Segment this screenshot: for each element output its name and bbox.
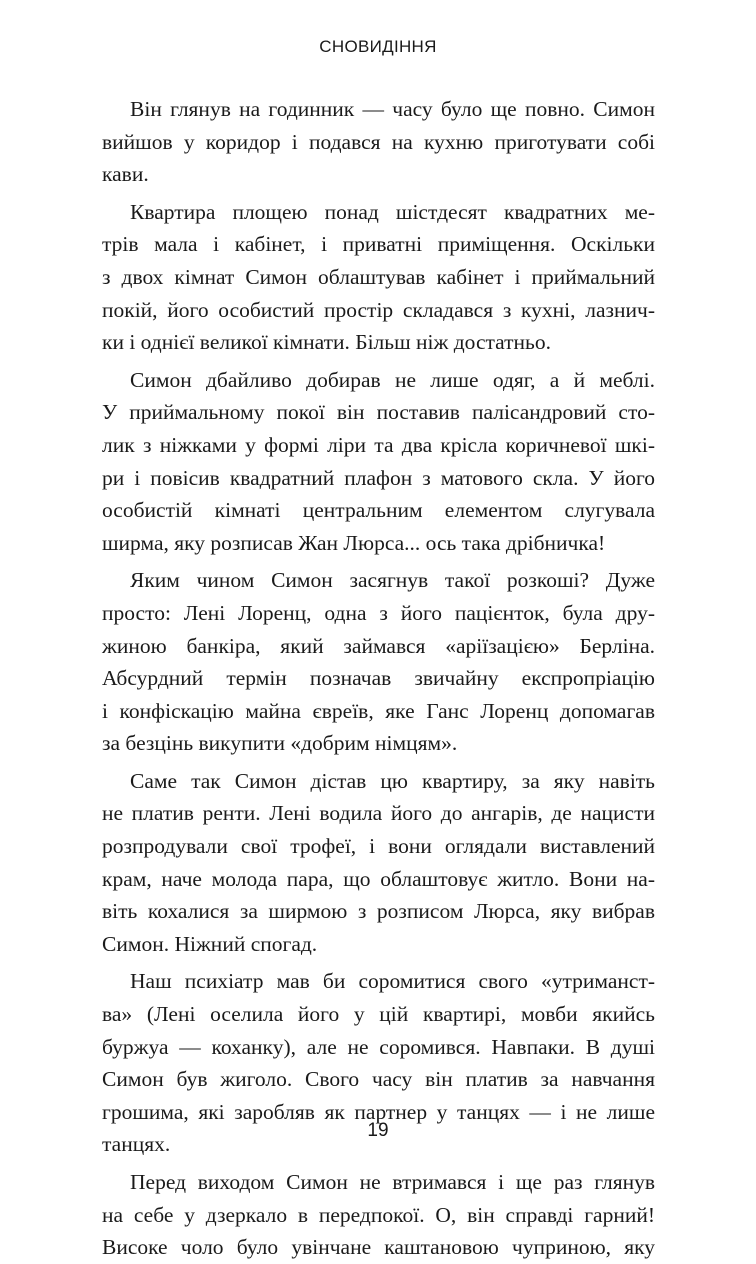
- text-line: Симон був жиголо. Свого часу він платив за навчання: [102, 1067, 655, 1092]
- text-line: ри і повісив квадратний плафон з матового скла. У його: [102, 465, 655, 490]
- text-line: Симон дбайливо добирав не лише одяг, а й меблі.: [130, 367, 655, 392]
- text-line: кави.: [102, 162, 149, 187]
- text-line: лик з ніжками у формі ліри та два крісла коричневої шкі-: [102, 432, 655, 457]
- text-line: Перед виходом Симон не втримався і ще раз глянув: [130, 1170, 655, 1194]
- paragraph: [102, 196, 655, 359]
- text-line: просто: Лені Лоренц, одна з його пацієнток, була дру-: [102, 600, 655, 625]
- paragraph: [102, 93, 655, 191]
- text-line: покій, його особистий простір складався з кухні, лазнич-: [102, 297, 655, 322]
- text-line: Наш психіатр мав би соромитися свого «утриманст-: [130, 969, 655, 994]
- text-line: Він глянув на годинник — часу було ще повно. Симон: [130, 97, 655, 121]
- text-line: на себе у дзеркало в передпокої. О, він справді гарний!: [102, 1202, 655, 1227]
- text-line: буржуа — коханку), але не соромився. Навпаки. В душі: [102, 1034, 655, 1059]
- page-number: 19: [367, 1120, 389, 1141]
- text-line: віть кохалися за ширмою з розписом Люрса, яку вибрав: [102, 899, 655, 924]
- running-head: СНОВИДІННЯ: [319, 37, 437, 56]
- text-line: і конфіскацію майна євреїв, яке Ганс Лоренц допомагав: [102, 698, 655, 723]
- text-line: Симон. Ніжний спогад.: [102, 931, 318, 956]
- text-line: Квартира площею понад шістдесят квадратних ме-: [130, 199, 655, 224]
- text-line: Високе чоло було увінчане каштановою чуприною, яку: [102, 1235, 655, 1260]
- text-line: ки і однієї великої кімнати. Більш ніж достатньо.: [102, 330, 551, 355]
- text-line: за безцінь викупити «добрим німцям».: [102, 731, 458, 756]
- text-line: вийшов у коридор і подався на кухню приготувати собі: [102, 129, 655, 154]
- text-line: ширма, яку розписав Жан Люрса... ось така дрібничка!: [102, 530, 606, 555]
- text-line: особистій кімнаті центральним елементом слугувала: [102, 498, 655, 523]
- text-line: розпродували свої трофеї, і вони оглядали виставлений: [102, 834, 655, 859]
- text-line: Абсурдний термін позначав звичайну експропріацію: [102, 666, 655, 691]
- text-line: Яким чином Симон засягнув такої розкоші? Дуже: [130, 568, 655, 593]
- paragraph: [102, 364, 655, 560]
- text-line: Саме так Симон дістав цю квартиру, за яку навіть: [130, 768, 655, 793]
- text-line: У приймальному покої він поставив палісандровий сто-: [102, 400, 655, 425]
- body-text: [102, 93, 655, 1264]
- paragraph: [102, 765, 655, 961]
- text-line: не платив ренти. Лені водила його до ангарів, де нацисти: [102, 801, 655, 826]
- text-line: жиною банкіра, який займався «аріїзацією» Берліна.: [102, 633, 655, 658]
- text-line: крам, наче молода пара, що облаштовує житло. Вони на-: [102, 866, 655, 891]
- text-line: трів мала і кабінет, і приватні приміщення. Оскільки: [102, 232, 655, 257]
- text-line: танцях.: [102, 1132, 171, 1157]
- paragraph: [102, 564, 655, 760]
- text-line: ва» (Лені оселила його у цій квартирі, мовби якийсь: [102, 1002, 655, 1027]
- text-line: грошима, які заробляв як партнер у танцях — і не лише: [102, 1099, 655, 1124]
- text-line: з двох кімнат Симон облаштував кабінет і приймальний: [102, 264, 655, 289]
